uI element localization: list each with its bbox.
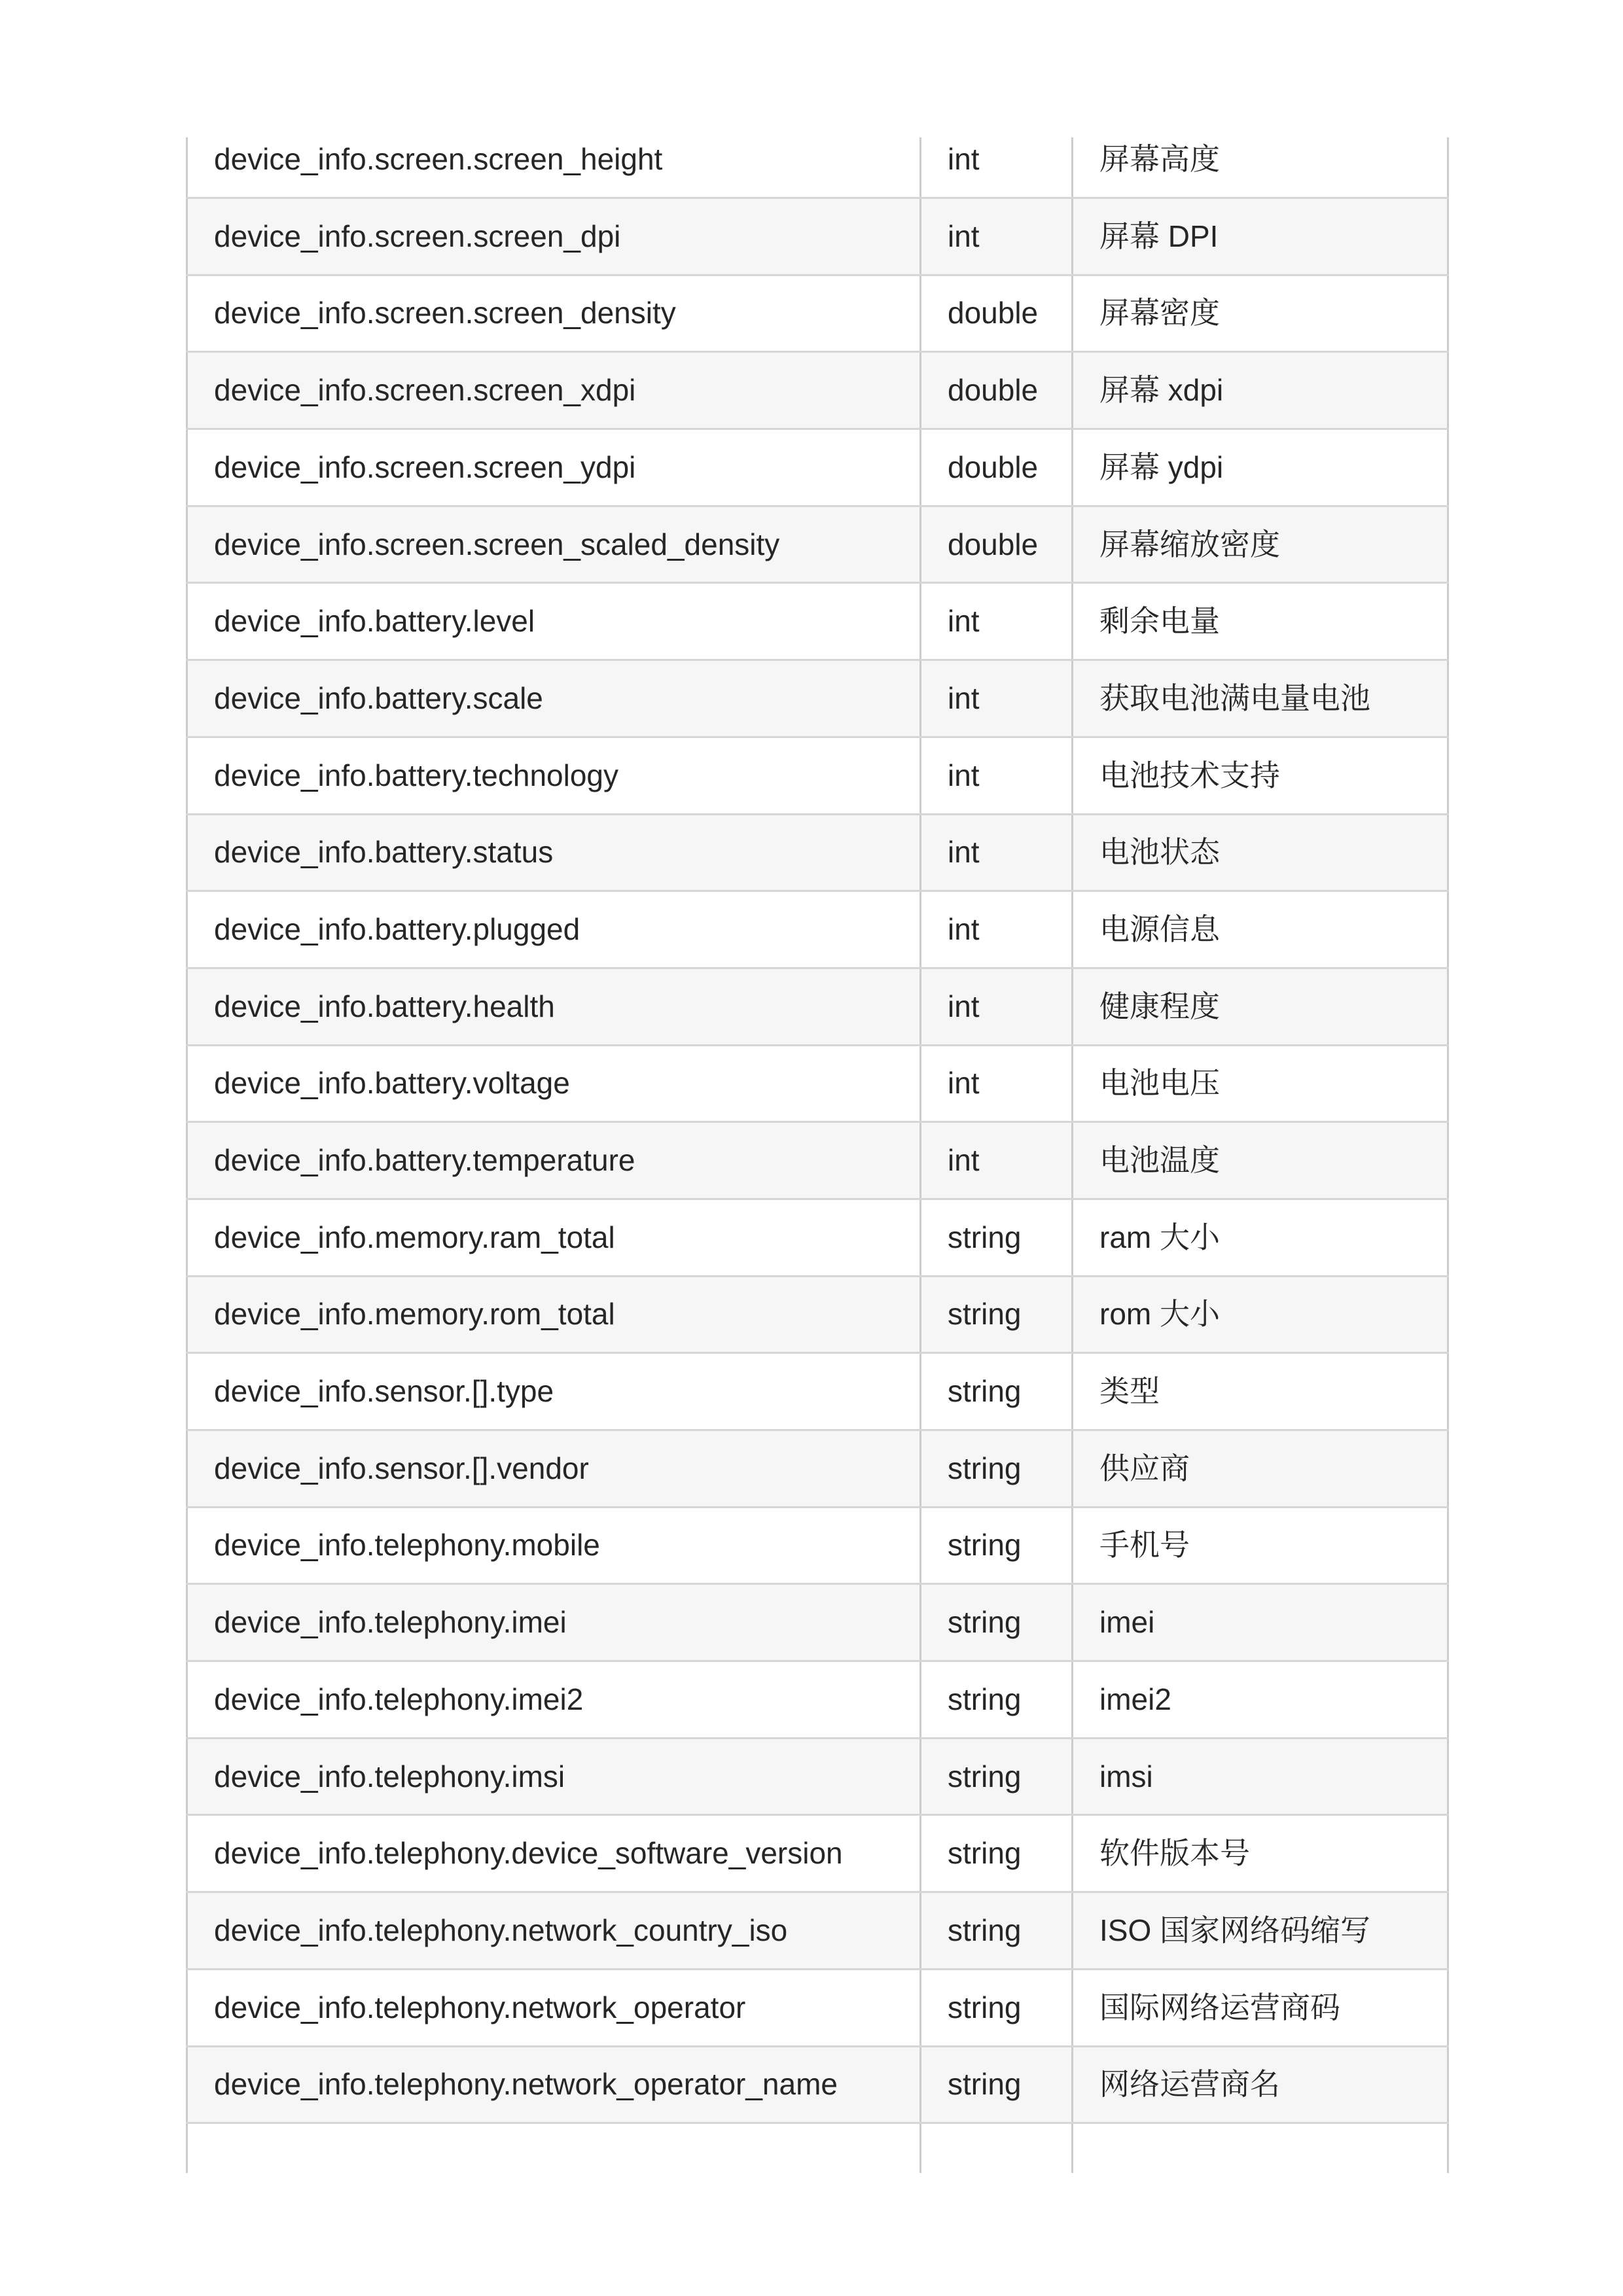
description-cell: [1071, 2124, 1449, 2173]
type-cell: string: [919, 1662, 1071, 1737]
table-row: [186, 1739, 1449, 1816]
table-row: [186, 892, 1449, 969]
type-cell: string: [919, 2047, 1071, 2123]
field-name-cell: device_info.sensor.[].type: [186, 1354, 919, 1429]
table-row: [186, 1354, 1449, 1431]
description-cell: 屏幕高度: [1071, 137, 1449, 197]
type-cell: string: [919, 1508, 1071, 1583]
description-cell: 供应商: [1071, 1431, 1449, 1506]
type-cell: string: [919, 1200, 1071, 1275]
type-cell: string: [919, 1970, 1071, 2045]
table-row: [186, 199, 1449, 276]
field-name-cell: device_info.screen.screen_height: [186, 137, 919, 197]
table-row: [186, 276, 1449, 353]
description-cell: 电源信息: [1071, 892, 1449, 967]
table-body: [186, 137, 1449, 2173]
table-row: [186, 1200, 1449, 1277]
field-name-cell: device_info.battery.plugged: [186, 892, 919, 967]
field-name-cell: device_info.battery.temperature: [186, 1123, 919, 1198]
field-name-cell: device_info.battery.level: [186, 584, 919, 659]
description-cell: 剩余电量: [1071, 584, 1449, 659]
description-cell: 健康程度: [1071, 969, 1449, 1044]
table-row: [186, 1970, 1449, 2047]
description-cell: ram 大小: [1071, 1200, 1449, 1275]
table-row: [186, 1662, 1449, 1739]
description-cell: 软件版本号: [1071, 1816, 1449, 1891]
field-name-cell: device_info.telephony.network_operator: [186, 1970, 919, 2045]
table-row: [186, 1893, 1449, 1970]
table-row: [186, 137, 1449, 199]
field-name-cell: device_info.telephony.imei2: [186, 1662, 919, 1737]
device-info-table: [186, 137, 1449, 2173]
field-name-cell: device_info.sensor.[].vendor: [186, 1431, 919, 1506]
field-name-cell: device_info.telephony.mobile: [186, 1508, 919, 1583]
field-name-cell: device_info.screen.screen_xdpi: [186, 353, 919, 428]
table-row: [186, 969, 1449, 1046]
table-row: [186, 1046, 1449, 1123]
description-cell: 手机号: [1071, 1508, 1449, 1583]
field-name-cell: device_info.memory.ram_total: [186, 1200, 919, 1275]
type-cell: string: [919, 1277, 1071, 1352]
table-row: [186, 430, 1449, 507]
type-cell: int: [919, 661, 1071, 736]
type-cell: string: [919, 1585, 1071, 1660]
description-cell: 屏幕 ydpi: [1071, 430, 1449, 505]
table-row: [186, 507, 1449, 584]
field-name-cell: device_info.battery.health: [186, 969, 919, 1044]
type-cell: string: [919, 1739, 1071, 1814]
type-cell: double: [919, 430, 1071, 505]
field-name-cell: [186, 2124, 919, 2173]
field-name-cell: device_info.screen.screen_dpi: [186, 199, 919, 274]
type-cell: int: [919, 815, 1071, 891]
type-cell: double: [919, 353, 1071, 428]
empty-table-row: [186, 2124, 1449, 2173]
description-cell: ISO 国家网络码缩写: [1071, 1893, 1449, 1968]
description-cell: rom 大小: [1071, 1277, 1449, 1352]
table-row: [186, 1585, 1449, 1662]
description-cell: 屏幕 xdpi: [1071, 353, 1449, 428]
table-row: [186, 1431, 1449, 1508]
table-row: [186, 661, 1449, 738]
table-row: [186, 1123, 1449, 1200]
description-cell: imei: [1071, 1585, 1449, 1660]
type-cell: int: [919, 199, 1071, 274]
type-cell: int: [919, 738, 1071, 813]
description-cell: 网络运营商名: [1071, 2047, 1449, 2123]
field-name-cell: device_info.telephony.device_software_version: [186, 1816, 919, 1891]
type-cell: int: [919, 969, 1071, 1044]
field-name-cell: device_info.screen.screen_scaled_density: [186, 507, 919, 582]
type-cell: int: [919, 892, 1071, 967]
field-name-cell: device_info.battery.scale: [186, 661, 919, 736]
description-cell: 电池温度: [1071, 1123, 1449, 1198]
table-row: [186, 1277, 1449, 1354]
description-cell: 电池技术支持: [1071, 738, 1449, 813]
description-cell: 屏幕 DPI: [1071, 199, 1449, 274]
table-row: [186, 1508, 1449, 1585]
type-cell: [919, 2124, 1071, 2173]
description-cell: 屏幕密度: [1071, 276, 1449, 351]
field-name-cell: device_info.telephony.imsi: [186, 1739, 919, 1814]
description-cell: 获取电池满电量电池: [1071, 661, 1449, 736]
type-cell: double: [919, 507, 1071, 582]
description-cell: 国际网络运营商码: [1071, 1970, 1449, 2045]
type-cell: int: [919, 1123, 1071, 1198]
type-cell: string: [919, 1816, 1071, 1891]
type-cell: double: [919, 276, 1071, 351]
field-name-cell: device_info.telephony.network_country_iso: [186, 1893, 919, 1968]
table-row: [186, 353, 1449, 430]
field-name-cell: device_info.battery.status: [186, 815, 919, 891]
type-cell: string: [919, 1893, 1071, 1968]
table-row: [186, 738, 1449, 815]
type-cell: string: [919, 1431, 1071, 1506]
type-cell: int: [919, 137, 1071, 197]
field-name-cell: device_info.telephony.network_operator_name: [186, 2047, 919, 2123]
table-row: [186, 2047, 1449, 2125]
table-row: [186, 815, 1449, 892]
type-cell: string: [919, 1354, 1071, 1429]
type-cell: int: [919, 1046, 1071, 1122]
description-cell: 屏幕缩放密度: [1071, 507, 1449, 582]
type-cell: int: [919, 584, 1071, 659]
table-row: [186, 1816, 1449, 1893]
field-name-cell: device_info.memory.rom_total: [186, 1277, 919, 1352]
field-name-cell: device_info.battery.technology: [186, 738, 919, 813]
field-name-cell: device_info.screen.screen_ydpi: [186, 430, 919, 505]
table-row: [186, 584, 1449, 661]
description-cell: imsi: [1071, 1739, 1449, 1814]
field-name-cell: device_info.telephony.imei: [186, 1585, 919, 1660]
description-cell: 电池电压: [1071, 1046, 1449, 1122]
field-name-cell: device_info.battery.voltage: [186, 1046, 919, 1122]
description-cell: 类型: [1071, 1354, 1449, 1429]
field-name-cell: device_info.screen.screen_density: [186, 276, 919, 351]
description-cell: 电池状态: [1071, 815, 1449, 891]
description-cell: imei2: [1071, 1662, 1449, 1737]
